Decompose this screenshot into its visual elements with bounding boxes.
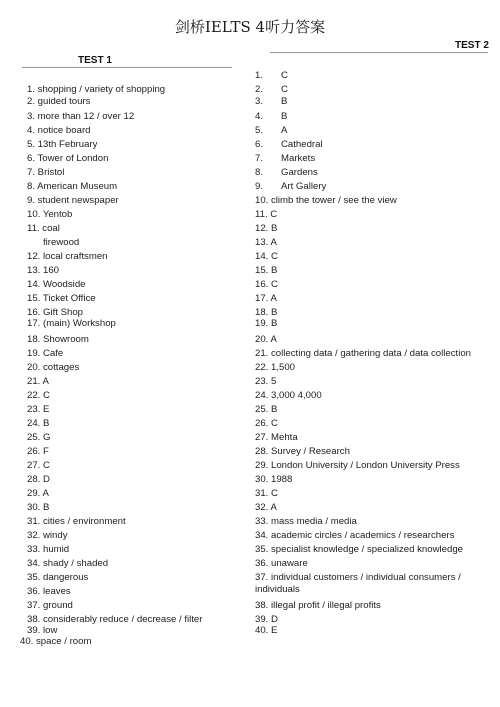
test1-answer-line: 31. cities / environment xyxy=(27,516,126,527)
test2-answer-line xyxy=(255,153,315,164)
test1-answer-line: 23. E xyxy=(27,404,50,415)
test1-answer-line: 17. (main) Workshop xyxy=(27,318,116,329)
test1-answer-line: 29. A xyxy=(27,488,49,499)
test1-answer-line: 2. guided tours xyxy=(27,96,91,107)
test1-answer-line: 40. space / room xyxy=(20,636,92,647)
test2-answer-line: 11. C xyxy=(255,209,278,220)
document-title: 剑桥IELTS 4听力答案 xyxy=(174,18,326,36)
test2-answer-line: 10. climb the tower / see the view xyxy=(255,195,397,206)
question-number: 1. xyxy=(255,70,264,81)
question-number: 3. xyxy=(255,96,264,107)
test1-answer-line: 20. cottages xyxy=(27,362,80,373)
test1-answer-line: 27. C xyxy=(27,460,50,471)
test1-answer-line: 28. D xyxy=(27,474,50,485)
test1-answer-line: 13. 160 xyxy=(27,265,60,276)
test2-answer-line: 25. B xyxy=(255,404,278,415)
test1-answer-line: 21. A xyxy=(27,376,49,387)
question-number: 7. xyxy=(255,153,264,164)
answer-text: Art Gallery xyxy=(281,181,327,192)
test1-answer-line: 15. Ticket Office xyxy=(27,293,96,304)
test1-divider xyxy=(22,67,232,68)
test1-answer-line: 11. coal xyxy=(27,223,60,234)
test1-answer-line: 32. windy xyxy=(27,530,68,541)
test1-answer-line: 36. leaves xyxy=(27,586,71,597)
test2-answer-line: 28. Survey / Research xyxy=(255,446,350,457)
test2-answer-line: 12. B xyxy=(255,223,278,234)
test2-answer-line: 38. illegal profit / illegal profits xyxy=(255,600,381,611)
test2-answer-line: 20. A xyxy=(255,334,277,345)
answer-text: Gardens xyxy=(281,167,318,178)
test2-answer-line: 33. mass media / media xyxy=(255,516,357,527)
test2-answer-line: 23. 5 xyxy=(255,376,277,387)
answer-text: Cathedral xyxy=(281,139,323,150)
test2-answer-line: 13. A xyxy=(255,237,277,248)
question-number: 2. xyxy=(255,84,264,95)
test1-answer-line: 24. B xyxy=(27,418,50,429)
test2-answer-line: 37. individual customers / individual consumers / xyxy=(255,572,461,583)
test1-answer-line: 4. notice board xyxy=(27,125,91,136)
test1-heading: TEST 1 xyxy=(78,55,112,66)
question-number: 5. xyxy=(255,125,264,136)
test2-answer-line: 27. Mehta xyxy=(255,432,298,443)
test1-answer-line: 5. 13th February xyxy=(27,139,98,150)
test1-answer-line: 8. American Museum xyxy=(27,181,118,192)
test2-answer-line: individuals xyxy=(255,584,300,595)
test2-answer-line: 14. C xyxy=(255,251,278,262)
test1-answer-line: 35. dangerous xyxy=(27,572,89,583)
test2-answer-line: 22. 1,500 xyxy=(255,362,296,373)
test2-answer-line: 30. 1988 xyxy=(255,474,293,485)
answer-text: C xyxy=(281,84,288,95)
test1-answer-line: 25. G xyxy=(27,432,51,443)
question-number: 9. xyxy=(255,181,264,192)
test2-answer-line: 32. A xyxy=(255,502,277,513)
test2-answer-line: 18. B xyxy=(255,307,278,318)
test1-answer-line: 34. shady / shaded xyxy=(27,558,109,569)
test2-answer-line: 31. C xyxy=(255,488,278,499)
test2-answer-line: 36. unaware xyxy=(255,558,308,569)
test1-answer-line: 33. humid xyxy=(27,544,70,555)
test1-answer-line: 37. ground xyxy=(27,600,73,611)
test2-answer-line: 29. London University / London University Press xyxy=(255,460,460,471)
answer-text: B xyxy=(281,111,288,122)
answer-text: C xyxy=(281,70,288,81)
test1-answer-line: 22. C xyxy=(27,390,50,401)
test1-answer-line: 14. Woodside xyxy=(27,279,86,290)
test1-answer-line: 39. low xyxy=(27,625,58,636)
test1-answer-line: 30. B xyxy=(27,502,50,513)
test2-answer-line xyxy=(255,167,318,178)
test2-answer-line: 16. C xyxy=(255,279,278,290)
test2-heading: TEST 2 xyxy=(455,40,489,51)
question-number: 4. xyxy=(255,111,264,122)
test2-answer-line: 24. 3,000 4,000 xyxy=(255,390,322,401)
question-number: 6. xyxy=(255,139,264,150)
test1-answer-line: 38. considerably reduce / decrease / filter xyxy=(27,614,203,625)
test2-answer-line xyxy=(255,84,288,95)
test2-answer-line: 34. academic circles / academics / researchers xyxy=(255,530,455,541)
test2-answer-line xyxy=(255,70,288,81)
test1-answer-line: 9. student newspaper xyxy=(27,195,119,206)
test2-answer-line: 39. D xyxy=(255,614,278,625)
test1-answer-line: 6. Tower of London xyxy=(27,153,109,164)
test1-answer-line: 12. local craftsmen xyxy=(27,251,108,262)
test2-divider xyxy=(270,52,488,53)
test1-answer-line: 3. more than 12 / over 12 xyxy=(27,111,135,122)
test2-answer-line: 15. B xyxy=(255,265,278,276)
test2-answer-line: 19. B xyxy=(255,318,278,329)
test2-answer-line xyxy=(255,139,323,150)
test1-answer-line: 1. shopping / variety of shopping xyxy=(27,84,166,95)
test2-answer-line: 35. specialist knowledge / specialized knowledge xyxy=(255,544,463,555)
answer-text: A xyxy=(281,125,288,136)
test2-answer-line: 17. A xyxy=(255,293,277,304)
test1-answer-line: 19. Cafe xyxy=(27,348,64,359)
test2-answer-line xyxy=(255,111,287,122)
test1-answer-line: 16. Gift Shop xyxy=(27,307,83,318)
test2-answer-line xyxy=(255,181,326,192)
test2-answer-line xyxy=(255,96,287,107)
test1-answer-line: 7. Bristol xyxy=(27,167,65,178)
test2-answer-line xyxy=(255,125,287,136)
test1-answer-line: firewood xyxy=(43,237,80,248)
test1-answer-line: 18. Showroom xyxy=(27,334,89,345)
answer-text: Markets xyxy=(281,153,316,164)
test2-answer-line: 40. E xyxy=(255,625,278,636)
test2-answer-line: 26. C xyxy=(255,418,278,429)
question-number: 8. xyxy=(255,167,264,178)
test2-answer-line: 21. collecting data / gathering data / data collection xyxy=(255,348,472,359)
test1-answer-line: 10. Yentob xyxy=(27,209,73,220)
test1-answer-line: 26. F xyxy=(27,446,49,457)
answer-text: B xyxy=(281,96,288,107)
